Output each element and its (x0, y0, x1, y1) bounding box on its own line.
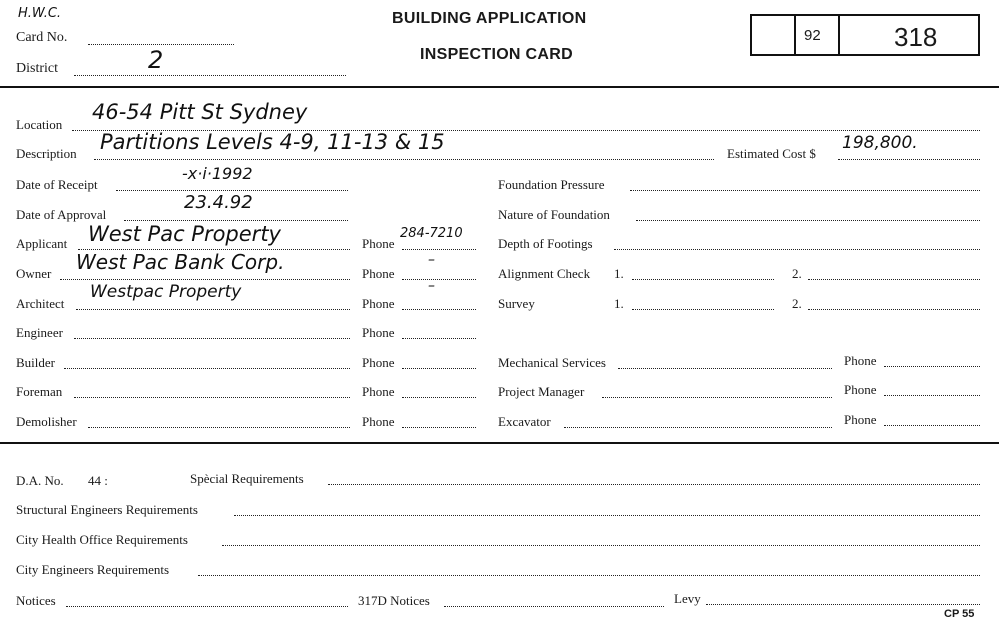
alignment-2-label: 2. (792, 266, 802, 281)
alignment-1-field[interactable] (632, 279, 774, 280)
survey-1-label: 1. (614, 296, 624, 311)
structural-engineers-label: Structural Engineers Requirements (16, 502, 198, 517)
mechanical-phone-label: Phone (844, 353, 877, 368)
title-inspection-card: INSPECTION CARD (420, 46, 573, 63)
da-no-value: 44 : (88, 473, 108, 488)
health-office-label: City Health Office Requirements (16, 532, 188, 547)
builder-phone-field[interactable] (402, 368, 476, 369)
excavator-field[interactable] (564, 427, 832, 428)
survey-2-field[interactable] (808, 309, 980, 310)
date-approval-field[interactable] (124, 220, 348, 221)
card-number-box (750, 14, 980, 56)
description-label: Description (16, 146, 77, 161)
city-engineers-label: City Engineers Requirements (16, 562, 170, 577)
description-value: Partitions Levels 4-9, 11-13 & 15 (100, 130, 445, 154)
engineer-field[interactable] (74, 338, 350, 339)
foreman-label: Foreman (16, 384, 63, 399)
builder-phone-label: Phone (362, 355, 395, 370)
engineer-label: Engineer (16, 325, 63, 340)
description-field[interactable] (94, 159, 714, 160)
city-engineers-field[interactable] (198, 575, 980, 576)
special-requirements-field[interactable] (328, 484, 980, 485)
mechanical-phone-field[interactable] (884, 366, 980, 367)
notices-label: Notices (16, 593, 56, 608)
demolisher-phone-field[interactable] (402, 427, 476, 428)
excavator-phone-label: Phone (844, 412, 877, 427)
date-receipt-label: Date of Receipt (16, 177, 98, 192)
da-no-label: D.A. No. (16, 473, 64, 488)
excavator-phone-field[interactable] (884, 425, 980, 426)
notices-field[interactable] (66, 606, 348, 607)
excavator-label: Excavator (498, 414, 551, 429)
applicant-label: Applicant (16, 236, 68, 251)
date-receipt-value: -x·i·1992 (182, 164, 253, 183)
health-office-field[interactable] (222, 545, 980, 546)
architect-field[interactable] (76, 309, 350, 310)
estimated-cost-label: Estimated Cost $ (727, 146, 816, 161)
foreman-phone-field[interactable] (402, 397, 476, 398)
survey-2-label: 2. (792, 296, 802, 311)
alignment-1-label: 1. (614, 266, 624, 281)
foreman-phone-label: Phone (362, 384, 395, 399)
owner-value: West Pac Bank Corp. (76, 250, 285, 274)
card-number: 318 (894, 22, 938, 52)
district-label: District (16, 61, 58, 76)
owner-phone-field[interactable] (402, 279, 476, 280)
special-requirements-label: Spècial Requirements (190, 471, 304, 486)
mechanical-services-field[interactable] (618, 368, 832, 369)
district-field[interactable] (74, 75, 346, 76)
date-receipt-field[interactable] (116, 190, 348, 191)
form-code: CP 55 (944, 608, 975, 620)
applicant-phone-value: 284-7210 (400, 226, 463, 241)
foundation-pressure-label: Foundation Pressure (498, 177, 605, 192)
project-manager-phone-label: Phone (844, 382, 877, 397)
title-building-application: BUILDING APPLICATION (392, 10, 587, 27)
project-manager-field[interactable] (602, 397, 832, 398)
card-no-field[interactable] (88, 44, 234, 45)
depth-footings-field[interactable] (614, 249, 980, 250)
owner-field[interactable] (60, 279, 350, 280)
applicant-phone-field[interactable] (402, 249, 476, 250)
nature-foundation-label: Nature of Foundation (498, 207, 610, 222)
applicant-phone-label: Phone (362, 236, 395, 251)
survey-label: Survey (498, 296, 535, 311)
demolisher-label: Demolisher (16, 414, 77, 429)
header-divider (0, 86, 999, 88)
structural-engineers-field[interactable] (234, 515, 980, 516)
estimated-cost-field[interactable] (838, 159, 980, 160)
builder-field[interactable] (64, 368, 350, 369)
architect-phone-value: – (428, 278, 435, 294)
project-manager-label: Project Manager (498, 384, 585, 399)
alignment-2-field[interactable] (808, 279, 980, 280)
owner-phone-value: – (428, 252, 435, 268)
nature-foundation-field[interactable] (636, 220, 980, 221)
owner-phone-label: Phone (362, 266, 395, 281)
builder-label: Builder (16, 355, 55, 370)
foreman-field[interactable] (74, 397, 350, 398)
architect-phone-field[interactable] (402, 309, 476, 310)
mechanical-services-label: Mechanical Services (498, 355, 606, 370)
architect-value: Westpac Property (90, 282, 242, 302)
architect-label: Architect (16, 296, 65, 311)
engineer-phone-label: Phone (362, 325, 395, 340)
applicant-value: West Pac Property (88, 222, 281, 246)
demolisher-field[interactable] (88, 427, 350, 428)
date-approval-label: Date of Approval (16, 207, 107, 222)
district-value: 2 (148, 46, 164, 74)
requirements-divider (0, 442, 999, 444)
levy-label: Levy (674, 591, 701, 606)
estimated-cost-value: 198,800. (842, 133, 918, 153)
location-label: Location (16, 117, 63, 132)
depth-footings-label: Depth of Footings (498, 236, 593, 251)
alignment-check-label: Alignment Check (498, 266, 591, 281)
notices-317d-field[interactable] (444, 606, 664, 607)
survey-1-field[interactable] (632, 309, 774, 310)
owner-label: Owner (16, 266, 52, 281)
engineer-phone-field[interactable] (402, 338, 476, 339)
project-manager-phone-field[interactable] (884, 395, 980, 396)
location-value: 46-54 Pitt St Sydney (92, 100, 308, 124)
date-approval-value: 23.4.92 (184, 192, 253, 213)
card-year: 92 (804, 27, 821, 44)
hwc-note: H.W.C. (18, 6, 62, 21)
architect-phone-label: Phone (362, 296, 395, 311)
card-no-label: Card No. (16, 30, 68, 45)
notices-317d-label: 317D Notices (358, 593, 430, 608)
demolisher-phone-label: Phone (362, 414, 395, 429)
foundation-pressure-field[interactable] (630, 190, 980, 191)
levy-field[interactable] (706, 604, 980, 605)
